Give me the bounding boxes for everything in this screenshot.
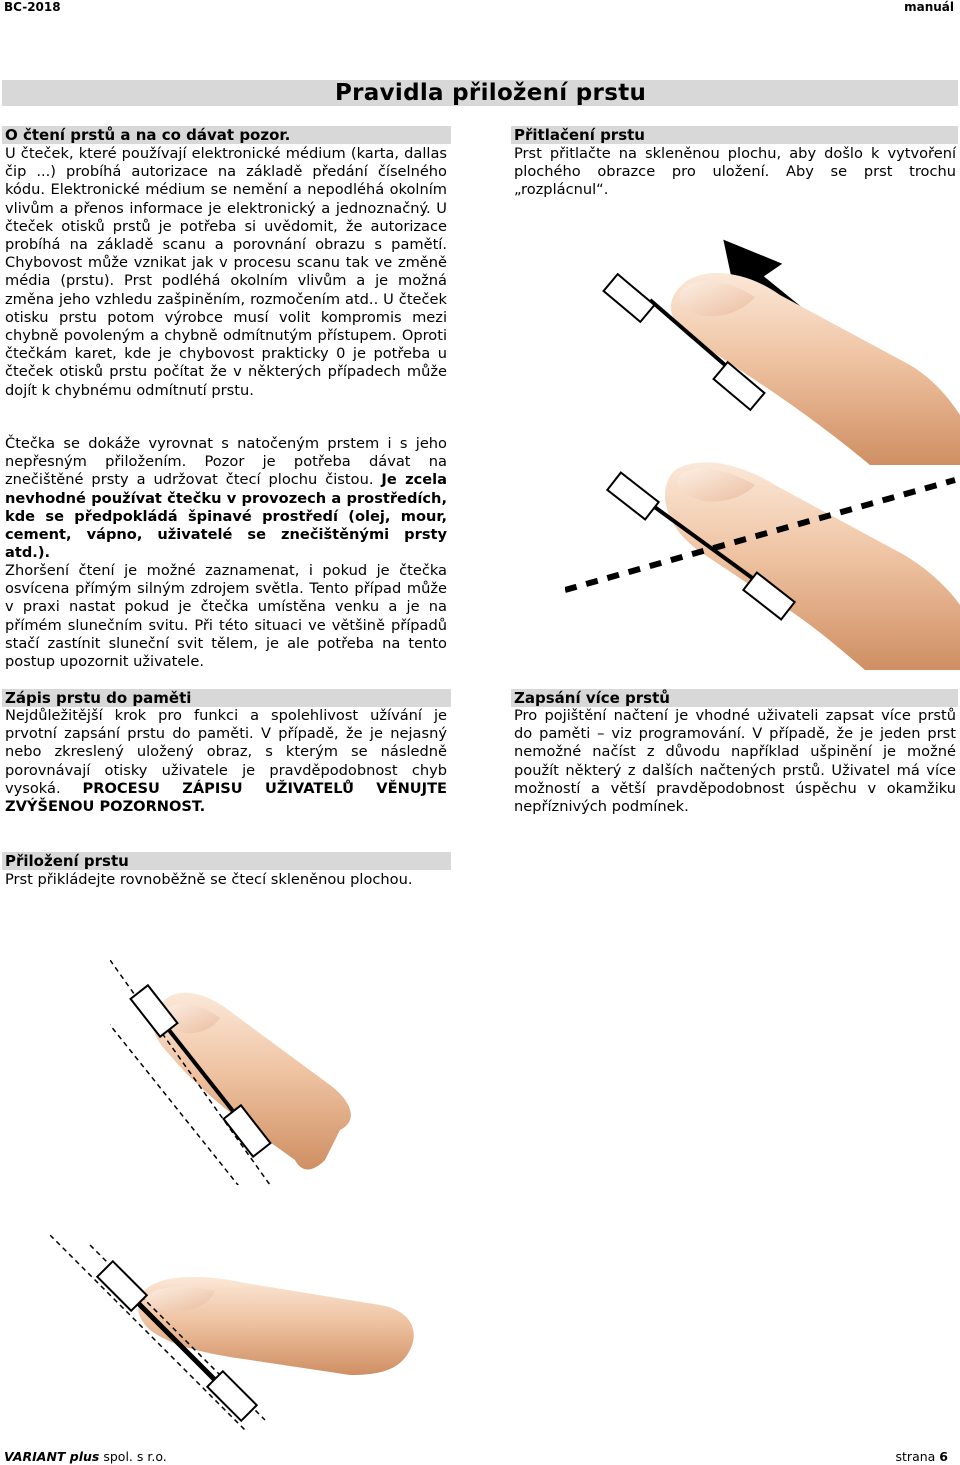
footer-page-label: strana (895, 1449, 940, 1464)
sensor-block-bottom (207, 1371, 256, 1420)
header-doc-code: BC-2018 (4, 0, 61, 14)
press-paragraph: Prst přitlačte na skleněnou plochu, aby došlo k vytvoření plochého obrazce pro uložení. Aby se prst trochu „rozplácnul“. (514, 145, 956, 199)
section-heading-multi: Zapsání více prstů (511, 689, 958, 707)
finger-tilted-illustration (565, 455, 960, 670)
reading-warning-bold: Je zcela nevhodné používat čtečku v provozech a prostředích, kde se předpokládá špinavé prostředí (olej, mour, cement, vápno, uživatelé se znečištěnými prsty atd.). (5, 471, 447, 562)
enroll-paragraph (5, 707, 447, 816)
reading-paragraph-1: U čteček, které používají elektronické médium (karta, dallas čip ...) probíhá autorizace na základě předání číselného kódu. Elektronické médium se nemění a nepodléhá okolním vlivům a přenos informace je elektronický a jednoznačný. U čteček otisků prstů je potřeba si uvědomit, že autorizace probíhá na základě scanu a porovnání obrazu s pamětí. Chybovost může vznikat jak v procesu scanu tak ve změně média (prstu). Prst podléhá okolním vlivům a je možná změna jeho vzhledu zašpiněním, rozmočením atd.. U čteček otisku prstu potom výrobce musí volit kompromis mezi chybně povoleným a chybně odmítnutým přístupem. Oproti čtečkám karet, kde je chybovost prakticky 0 je potřeba u čteček otisků prstu počítat že v některých případech může dojít k chybnému odmítnutí prstu. (5, 145, 447, 399)
footer-page-number: 6 (939, 1449, 948, 1464)
section-heading-place: Přiložení prstu (2, 852, 451, 870)
footer-page (896, 1449, 948, 1464)
multi-paragraph: Pro pojištění načtení je vhodné uživateli zapsat více prstů do paměti – viz programování. V případě, že je jeden prst nemožné načíst z důvodu například ušpinění je možné použít některý z dalších načtených prstů. Uživatel má více možností a větší pravděpodobnost úspěchu v okamžiku nepříznivých podmínek. (514, 707, 956, 816)
section-heading-enroll: Zápis prstu do paměti (2, 689, 451, 707)
page-title: Pravidla přiložení prstu (335, 80, 647, 106)
sensor-block-top (97, 1261, 146, 1310)
footer-company (4, 1449, 167, 1464)
sensor-block-top (604, 274, 655, 322)
reading-paragraph-3: Zhoršení čtení je možné zaznamenat, i pokud je čtečka osvícena přímým silným zdrojem světla. Tento případ může v praxi nastat pokud je čtečka umístěna venku a je na přímém slunečním svitu. Při této situaci ve většině případů stačí zastínit sluneční svit tělem, je ale potřeba na tento postup upozornit uživatele. (5, 562, 447, 671)
enroll-paragraph-text: Nejdůležitější krok pro funkci a spolehlivost užívání je prvotní zapsání prstu do paměti. V případě, že je nejasný nebo zkreslený uložený obraz, s kterým se následně porovnávají otisky uživatele je pravděpodobnost chyb vysoká. (5, 707, 447, 797)
finger-parallel-illustration (110, 960, 380, 1185)
header-doc-type: manuál (904, 0, 954, 14)
reading-paragraph-2-text: Čtečka se dokáže vyrovnat s natočeným prstem i s jeho nepřesným přiložením. Pozor je potřeba dávat na znečištěné prsty a udržovat čtecí plochu čistou. (5, 435, 447, 489)
footer-company-suffix: spol. s r.o. (99, 1449, 167, 1464)
section-heading-reading: O čtení prstů a na co dávat pozor. (2, 126, 451, 144)
reading-paragraph-2 (5, 435, 447, 562)
enroll-warning-bold: PROCESU ZÁPISU UŽIVATELŮ VĚNUJTE ZVÝŠENOU POZORNOST. (5, 779, 447, 816)
sensor-block-top (607, 473, 658, 520)
place-paragraph: Prst přikládejte rovnoběžně se čtecí skleněnou plochou. (5, 871, 413, 888)
footer-company-name: VARIANT plus (4, 1449, 100, 1464)
finger-press-illustration (570, 225, 960, 465)
finger-misaligned-illustration (50, 1235, 420, 1435)
section-heading-press: Přitlačení prstu (511, 126, 958, 144)
